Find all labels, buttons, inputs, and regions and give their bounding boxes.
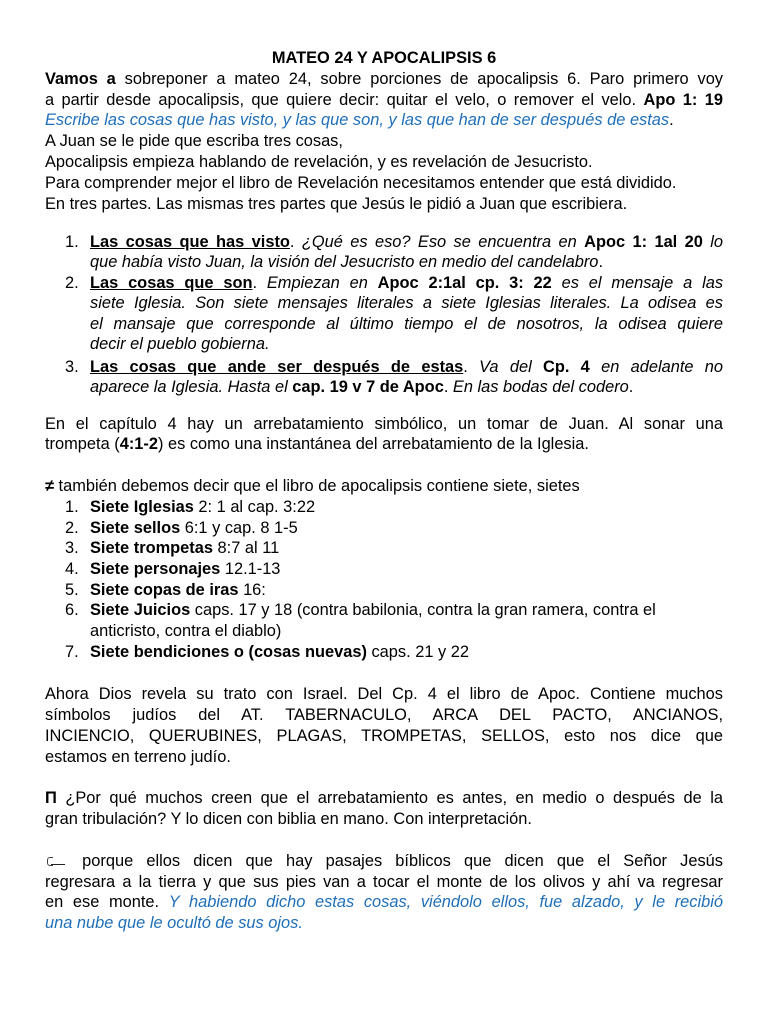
answer-line-4 (45, 913, 303, 933)
document-title: MATEO 24 Y APOCALIPSIS 6 (271, 49, 497, 67)
list-item-text (90, 559, 280, 579)
italic-text: en adelante no (589, 358, 724, 376)
list-item-text (90, 357, 723, 377)
text: también debemos decir que el libro de apocalipsis contiene siete, sietes (54, 477, 580, 495)
intro-line-5: Apocalipsis empieza hablando de revelación, y es revelación de Jesucristo. (45, 153, 593, 171)
not-equal-symbol: ≠ (45, 477, 54, 495)
text: ¿Por qué muchos creen que el arrebatamiento es antes, en medio o después de la (56, 789, 723, 807)
item-ref: 12.1-13 (220, 560, 281, 578)
intro-quote: Escribe las cosas que has visto, y las que son, y las que han de ser después de estas (45, 111, 670, 129)
italic-text: ¿Qué es eso? Eso se encuentra en (301, 233, 585, 251)
punct: . (252, 274, 267, 292)
punct: . (443, 378, 453, 396)
list-number: 4. (65, 560, 79, 578)
list-item-text (90, 621, 281, 641)
intro-line-7: En tres partes. Las mismas tres partes que Jesús le pidió a Juan que escribiera. (45, 195, 628, 213)
intro-line-4: A Juan se le pide que escriba tres cosas, (45, 132, 343, 150)
intro-line-3 (45, 110, 674, 130)
text: ) es como una instantánea del arrebatamiento de la Iglesia. (157, 435, 589, 453)
item-label: Siete trompetas (90, 539, 213, 557)
italic-text: Va del (479, 358, 543, 376)
italic-text: que había visto Juan, la visión del Jesucristo en medio del candelabro (90, 253, 599, 271)
punct: . (598, 253, 603, 271)
intro-bold-lead: Vamos a (45, 70, 116, 88)
list-item-cont: el mansaje que corresponde al último tiempo el de nosotros, la odisea quiere (90, 315, 723, 333)
intro-text: sobreponer a mateo 24, sobre porciones de apocalipsis 6. Paro primero voy (115, 70, 723, 88)
list-item-cont (90, 252, 723, 272)
list-item-cont (90, 377, 723, 397)
item-ref: caps. 21 y 22 (366, 643, 469, 661)
intro-line-2 (45, 90, 723, 110)
intro-verse-ref: Apo 1: 19 (643, 91, 723, 109)
punct: . (628, 378, 634, 396)
intro-period: . (669, 111, 674, 129)
part-heading: Las cosas que has visto (90, 233, 290, 251)
part-heading: Las cosas que son (90, 274, 253, 292)
text: porque ellos dicen que hay pasajes bíblicos que dicen que el Señor Jesús (69, 852, 723, 870)
verse-ref: Apoc 1: 1al 20 (584, 233, 703, 251)
item-ref: 8:7 al 11 (212, 539, 280, 557)
item-label: Siete Iglesias (90, 498, 194, 516)
item-ref: anticristo, contra el diablo) (90, 622, 282, 640)
list-number: 3. (65, 358, 79, 376)
question-line-1 (45, 788, 723, 808)
list-item-text (90, 497, 315, 517)
item-label: Siete sellos (90, 519, 181, 537)
item-ref: 16: (238, 581, 266, 599)
text: en ese monte. (45, 893, 169, 911)
item-label: Siete bendiciones o (cosas nuevas) (90, 643, 367, 661)
intro-line-1 (45, 69, 723, 89)
pi-symbol: Π (45, 789, 57, 807)
item-label: Siete Juicios (90, 601, 191, 619)
question-line-2: gran tribulación? Y lo dicen con biblia en mano. Con interpretación. (45, 810, 532, 828)
israel-line-4: estamos en terreno judío. (45, 748, 231, 766)
verse-ref: 4:1-2 (119, 435, 158, 453)
list-number: 1. (65, 233, 79, 251)
verse-ref: Cp. 4 (543, 358, 590, 376)
list-number: 2. (65, 519, 79, 537)
list-item-text (90, 642, 469, 662)
sevens-intro (45, 476, 580, 496)
list-item-text (90, 232, 723, 252)
list-number: 7. (65, 643, 79, 661)
italic-text: En las bodas del codero (452, 378, 629, 396)
israel-line-2: símbolos judíos del AT. TABERNACULO, ARCA DEL PACTO, ANCIANOS, (45, 706, 723, 724)
list-item-text (90, 518, 298, 538)
italic-text: lo (702, 233, 724, 251)
list-number: 5. (65, 581, 79, 599)
rapture-line-1: En el capítulo 4 hay un arrebatamiento simbólico, un tomar de Juan. Al sonar una (45, 415, 723, 433)
intro-line-6: Para comprender mejor el libro de Revelación necesitamos entender que está dividido. (45, 174, 677, 192)
scroll-icon (45, 856, 69, 868)
punct: . (463, 358, 480, 376)
list-item-text (90, 273, 723, 293)
list-item-cont: siete Iglesia. Son siete mensajes literales a siete Iglesias literales. La odisea es (90, 294, 723, 312)
part-heading: Las cosas que ande ser después de estas (90, 358, 464, 376)
italic-text: es el mensaje a las (551, 274, 724, 292)
list-item-cont: decir el pueblo gobierna. (90, 335, 270, 353)
answer-line-2: regresara a la tierra y que sus pies van a tocar el monte de los olivos y ahí va regresar (45, 873, 723, 891)
list-number: 2. (65, 274, 79, 292)
israel-line-1: Ahora Dios revela su trato con Israel. Del Cp. 4 el libro de Apoc. Contiene muchos (45, 685, 723, 703)
verse-ref: Apoc 2:1al cp. 3: 22 (377, 274, 552, 292)
quote: Y habiendo dicho estas cosas, viéndolo ellos, fue alzado, y le recibió (168, 893, 723, 911)
answer-line-1 (45, 851, 723, 871)
italic-text: aparece la Iglesia. Hasta el (90, 378, 293, 396)
list-number: 1. (65, 498, 79, 516)
rapture-line-2 (45, 434, 589, 454)
list-item-text (90, 580, 266, 600)
punct: . (289, 233, 302, 251)
answer-line-3 (45, 892, 723, 912)
item-ref: 2: 1 al cap. 3:22 (193, 498, 316, 516)
item-label: Siete personajes (90, 560, 221, 578)
intro-text: a partir desde apocalipsis, que quiere decir: quitar el velo, o remover el velo. (45, 91, 644, 109)
list-item-text (90, 600, 656, 620)
text: trompeta ( (45, 435, 120, 453)
item-label: Siete copas de iras (90, 581, 239, 599)
item-ref: caps. 17 y 18 (contra babilonia, contra la gran ramera, contra el (190, 601, 656, 619)
list-item-text (90, 538, 279, 558)
item-ref: 6:1 y cap. 8 1-5 (180, 519, 298, 537)
israel-line-3: INCIENCIO, QUERUBINES, PLAGAS, TROMPETAS, SELLOS, esto nos dice que (45, 727, 723, 745)
list-number: 6. (65, 601, 79, 619)
italic-text: Empiezan en (266, 274, 378, 292)
quote: una nube que le ocultó de sus ojos. (45, 914, 303, 932)
verse-ref: cap. 19 v 7 de Apoc (292, 378, 444, 396)
list-number: 3. (65, 539, 79, 557)
